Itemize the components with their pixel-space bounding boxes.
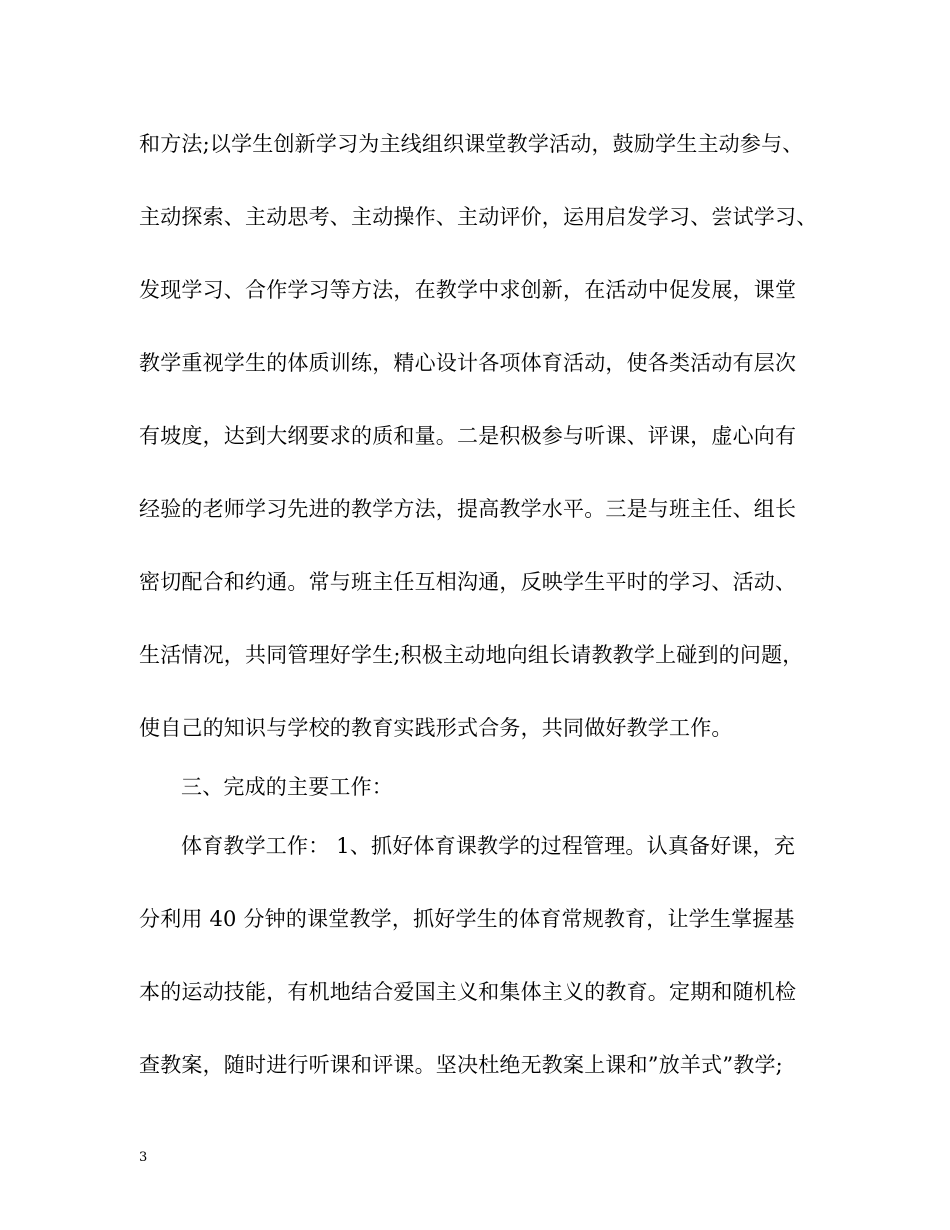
paragraph-line: 生活情况，共同管理好学生;积极主动地向组长请教教学上碰到的问题， xyxy=(139,643,804,667)
paragraph-line: 发现学习、合作学习等方法，在教学中求创新，在活动中促发展，课堂 xyxy=(139,278,797,302)
paragraph-line: 本的运动技能，有机地结合爱国主义和集体主义的教育。定期和随机检 xyxy=(139,980,797,1004)
paragraph-line: 使自己的知识与学校的教育实践形式合务，共同做好教学工作。 xyxy=(139,716,733,740)
section-heading: 三、完成的主要工作： xyxy=(181,775,393,799)
paragraph-line: 和方法;以学生创新学习为主线组织课堂教学活动，鼓励学生主动参与、 xyxy=(139,132,804,156)
page-number: 3 xyxy=(139,1150,148,1165)
paragraph-line: 分利用 40 分钟的课堂教学，抓好学生的体育常规教育，让学生掌握基 xyxy=(139,907,795,931)
paragraph-line: 主动探索、主动思考、主动操作、主动评价，运用启发学习、尝试学习、 xyxy=(139,205,818,229)
paragraph-line: 体育教学工作： 1、抓好体育课教学的过程管理。认真备好课，充 xyxy=(181,834,796,858)
paragraph-line: 查教案，随时进行听课和评课。坚决杜绝无教案上课和”放羊式”教学; xyxy=(139,1053,783,1077)
paragraph-line: 教学重视学生的体质训练，精心设计各项体育活动，使各类活动有层次 xyxy=(139,351,797,375)
paragraph-line: 密切配合和约通。常与班主任互相沟通，反映学生平时的学习、活动、 xyxy=(139,570,797,594)
paragraph-line: 经验的老师学习先进的教学方法，提高教学水平。三是与班主任、组长 xyxy=(139,497,797,521)
paragraph-line: 有坡度，达到大纲要求的质和量。二是积极参与听课、评课，虚心向有 xyxy=(139,424,797,448)
